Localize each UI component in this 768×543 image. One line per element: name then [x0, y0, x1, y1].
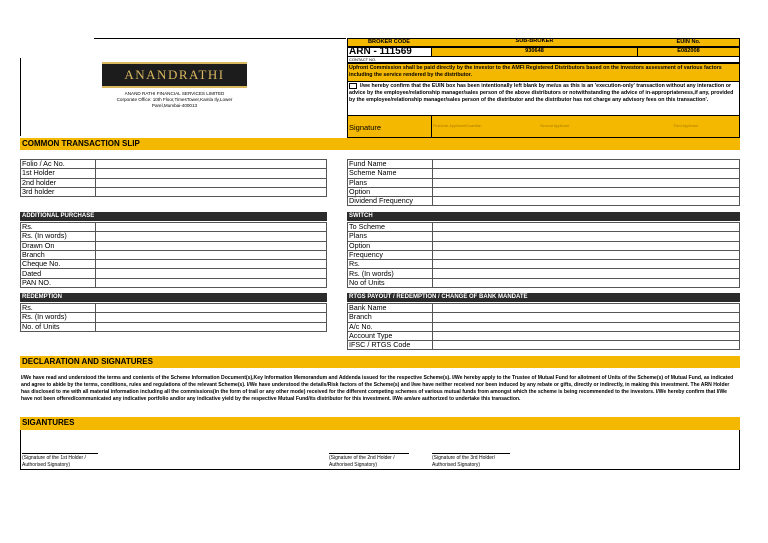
table-row — [21, 250, 327, 259]
table-row — [348, 169, 740, 178]
redemption-amount-input[interactable] — [96, 304, 327, 313]
broker-code-label: BROKER CODE — [368, 39, 410, 45]
first-holder-input[interactable] — [96, 169, 327, 178]
scheme-name-input[interactable] — [433, 169, 740, 178]
table-row — [348, 313, 740, 322]
switch-plans-input[interactable] — [433, 232, 740, 241]
field-label: Rs. (In words) — [21, 232, 96, 241]
table-row — [348, 187, 740, 196]
plans-input[interactable] — [433, 178, 740, 187]
table-row — [348, 260, 740, 269]
field-label: Branch — [348, 313, 433, 322]
table-row — [348, 160, 740, 169]
table-row — [21, 278, 327, 287]
signature-third-applicant[interactable]: Third Applicant — [673, 124, 699, 128]
sub-broker-label: SUB-BROKER — [515, 38, 554, 44]
field-label: No of Units — [348, 278, 433, 287]
switch-frequency-input[interactable] — [433, 250, 740, 259]
table-row — [348, 241, 740, 250]
field-label: Plans — [348, 232, 433, 241]
field-label: Cheque No. — [21, 260, 96, 269]
field-label: Account Type — [348, 331, 433, 340]
field-label: Drawn On — [21, 241, 96, 250]
redemption-units-input[interactable] — [96, 322, 327, 331]
additional-purchase-header: ADDITIONAL PURCHASE — [20, 212, 327, 221]
company-name: ANAND RATHI FINANCIAL SERVICES LIMITED — [124, 91, 225, 96]
field-label: Rs. — [21, 223, 96, 232]
signature-line-3[interactable] — [432, 453, 510, 454]
field-label: Frequency — [348, 250, 433, 259]
declaration-title-bar — [20, 356, 740, 368]
company-logo — [102, 62, 247, 88]
signature-first-holder-2: Authorised Signatory) — [22, 462, 71, 468]
switch-header: SWITCH — [347, 212, 740, 221]
table-row — [348, 331, 740, 340]
declaration-title: DECLARATION AND SIGNATURES — [22, 357, 153, 366]
switch-table — [347, 222, 740, 288]
table-row — [21, 304, 327, 313]
account-type-input[interactable] — [433, 331, 740, 340]
third-holder-input[interactable] — [96, 187, 327, 196]
field-label: Plans — [348, 178, 433, 187]
upfront-note: Upfront Commission shall be paid directly by the investor to the AMFI Registered Distributors based on the investors assessment of various factors including the service rendered by the distributor. — [349, 65, 722, 78]
contact-label: CONTACT NO. — [349, 57, 377, 62]
logo-text: ANANDRATHI — [124, 67, 225, 82]
fund-name-input[interactable] — [433, 160, 740, 169]
redemption-amount-words-input[interactable] — [96, 313, 327, 322]
redemption-table — [20, 303, 327, 332]
table-row — [21, 187, 327, 196]
declaration-text: I/We have read and understood the terms and contents of the Scheme Information Document(s),Key Information Memorandum and Addenda issued for the respective Scheme(s). I/We hereby apply to the Trustee of Mutual Fund for allotment of Units of the Scheme(s) of Mutual Fund, as indicated and agree to abide by the terms, conditions, rules and regulations of the relevant Scheme(s). I/We have understood the details/Risk factors of the Scheme(s) and I/we have neither received nor been induced by any rebate or gifts, directly or indirectly, in making this investment. The ARN Holder has disclosed to me with all material information including all the commissions(in the form of trail or any other mode) received for the different competing schemes of various mutual funds from amongst which the scheme is being recommended to the investors. I/We hereby confirm that I/We have not been offered/communicated any indicative portfolio and/or any indicative yield by the respective Mutual Fund/its distributor for this investment. I/We am/are authorized to undertake this transaction. — [21, 375, 734, 403]
field-label: Rs. (In words) — [348, 269, 433, 278]
cheque-no-input[interactable] — [96, 260, 327, 269]
signatures-title: SIGANTURES — [22, 418, 75, 427]
signatures-title-bar — [20, 417, 740, 430]
signatures-area — [20, 430, 740, 470]
table-row — [21, 160, 327, 169]
purchase-amount-input[interactable] — [96, 223, 327, 232]
rtgs-header: RTGS PAYOUT / REDEMPTION / CHANGE OF BANK MANDATE — [347, 293, 740, 302]
table-row — [348, 250, 740, 259]
field-label: A/c No. — [348, 322, 433, 331]
field-label: Scheme Name — [348, 169, 433, 178]
field-label: No. of Units — [21, 322, 96, 331]
field-label: Rs. — [21, 304, 96, 313]
signature-divider-1 — [431, 115, 432, 138]
table-row — [348, 322, 740, 331]
rtgs-table — [347, 303, 740, 350]
field-label: Dated — [21, 269, 96, 278]
table-row — [21, 322, 327, 331]
euin-declaration-text: I/we hereby confirm that the EUIN box has been intentionally left blank by me/us as this is an 'execution-only' transaction without any interaction or advice by the employee/relationship manager/sales person of the above distributors or notwithstanding the advice of in-appropriateness,if any, provided by the employee/relationship manager/sales person of the distributor and the distributor has not charge any advisory fees on this transaction'. — [349, 83, 734, 103]
signature-second-holder-1: (Signature of the 2nd Holder / — [329, 455, 395, 461]
euin-label: EUIN No. — [676, 39, 701, 45]
signature-first-holder-1: (Signature of the 1st Holder / — [22, 455, 86, 461]
field-label: 2nd holder — [21, 178, 96, 187]
signature-first-applicant[interactable]: First/sole Applicant/Guardian — [433, 124, 482, 128]
table-row — [21, 241, 327, 250]
contact-row — [347, 56, 740, 63]
table-row — [21, 313, 327, 322]
slip-title-bar — [20, 138, 740, 150]
field-label: Rs. (In words) — [21, 313, 96, 322]
table-row — [21, 169, 327, 178]
table-row — [21, 260, 327, 269]
switch-amount-input[interactable] — [433, 260, 740, 269]
field-label: Bank Name — [348, 304, 433, 313]
signature-second-holder-2: Authorised Signatory) — [329, 462, 378, 468]
arn-value: ARN - 111569 — [349, 46, 412, 57]
holder-fields-table — [20, 159, 327, 197]
table-row — [348, 341, 740, 350]
table-row — [348, 197, 740, 206]
table-row — [348, 223, 740, 232]
drawn-on-input[interactable] — [96, 241, 327, 250]
company-address-2: Parel,Mumbai-400013 — [151, 103, 198, 108]
field-label: PAN NO. — [21, 278, 96, 287]
field-label: Rs. — [348, 260, 433, 269]
signature-third-holder-2: Authorised Signatory) — [432, 462, 481, 468]
signature-second-applicant[interactable]: Second Applicant — [540, 124, 570, 128]
left-border — [20, 58, 21, 136]
table-row — [21, 232, 327, 241]
bank-branch-input[interactable] — [433, 313, 740, 322]
switch-amount-words-input[interactable] — [433, 269, 740, 278]
second-holder-input[interactable] — [96, 178, 327, 187]
top-rule — [94, 38, 346, 39]
purchase-branch-input[interactable] — [96, 250, 327, 259]
table-row — [21, 269, 327, 278]
additional-purchase-table — [20, 222, 327, 288]
field-label: Option — [348, 187, 433, 196]
field-label: Folio / Ac No. — [21, 160, 96, 169]
field-label: Option — [348, 241, 433, 250]
account-no-input[interactable] — [433, 322, 740, 331]
dividend-frequency-input[interactable] — [433, 197, 740, 206]
field-label: Fund Name — [348, 160, 433, 169]
field-label: Dividend Frequency — [348, 197, 433, 206]
switch-units-input[interactable] — [433, 278, 740, 287]
slip-title: COMMON TRANSACTION SLIP — [22, 139, 140, 148]
sub-broker-value: 930648 — [525, 48, 544, 54]
signature-line-1[interactable] — [22, 453, 98, 454]
signature-third-holder-1: (Signature of the 3rd Holder/ — [432, 455, 496, 461]
switch-option-input[interactable] — [433, 241, 740, 250]
dated-input[interactable] — [96, 269, 327, 278]
table-row — [348, 232, 740, 241]
field-label: IFSC / RTGS Code — [348, 341, 433, 350]
table-row — [21, 223, 327, 232]
signature-row-label: Signature — [349, 123, 382, 132]
field-label: To Scheme — [348, 223, 433, 232]
option-input[interactable] — [433, 187, 740, 196]
table-row — [348, 178, 740, 187]
bank-name-input[interactable] — [433, 304, 740, 313]
table-row — [21, 178, 327, 187]
purchase-amount-words-input[interactable] — [96, 232, 327, 241]
fund-fields-table — [347, 159, 740, 206]
euin-value: E082008 — [677, 48, 700, 54]
field-label: 3rd holder — [21, 187, 96, 196]
ifsc-code-input[interactable] — [433, 341, 740, 350]
signature-line-2[interactable] — [329, 453, 409, 454]
to-scheme-input[interactable] — [433, 223, 740, 232]
field-label: Branch — [21, 250, 96, 259]
redemption-header: REDEMPTION — [20, 293, 327, 302]
table-row — [348, 304, 740, 313]
folio-input[interactable] — [96, 160, 327, 169]
table-row — [348, 269, 740, 278]
field-label: 1st Holder — [21, 169, 96, 178]
table-row — [348, 278, 740, 287]
company-address-1: Corporate Office: 10th Floor,TimesTower,Kamla Ily,Lower — [116, 97, 233, 102]
pan-no-input[interactable] — [96, 278, 327, 287]
